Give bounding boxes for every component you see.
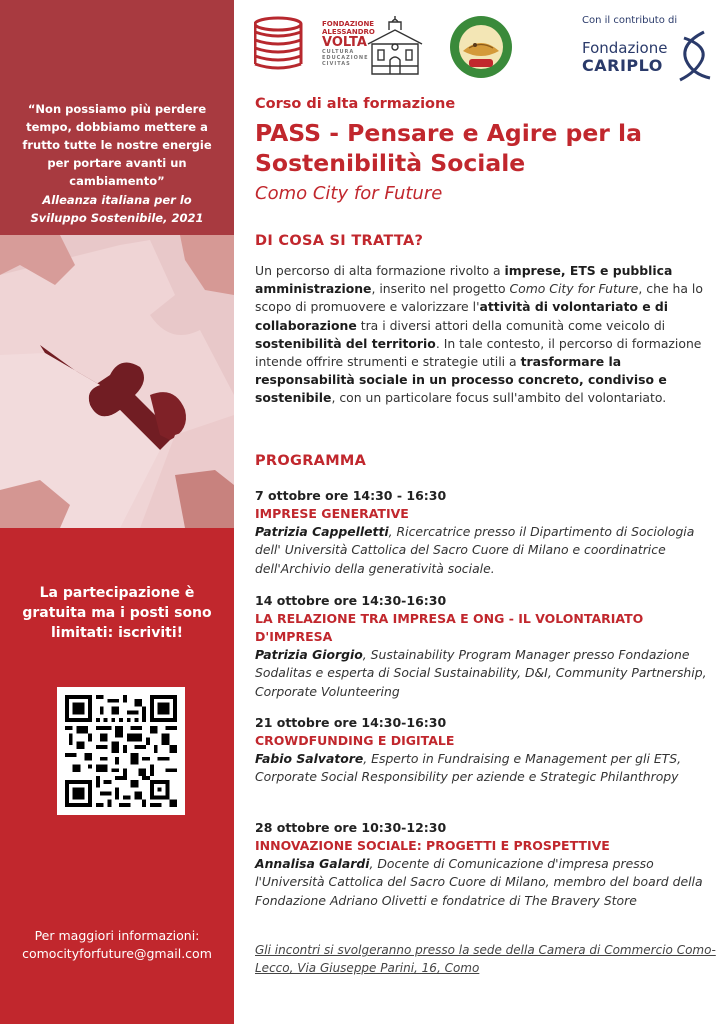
volta-logo: [254, 16, 375, 78]
cta-block: [0, 528, 234, 1024]
about-text-5: . In tale contesto, il percorso di formazione intende offrire strumenti e strategie utili a: [255, 335, 702, 370]
logo-bar: [234, 0, 724, 92]
about-bold-1: imprese, ETS e pubblica amministrazione: [255, 263, 673, 297]
course-label: Corso di alta formazione: [255, 96, 456, 112]
program-heading: PROGRAMMA: [255, 453, 367, 469]
event-speaker: Patrizia Giorgio: [255, 647, 363, 662]
event-speaker-bio: , Esperto in Fundraising e Management per gli ETS, Corporate Social Responsibility per aziende e Strategic Philanthropy: [255, 751, 682, 785]
event-speaker-bio: , Ricercatrice presso il Dipartimento di Sociologia dell' Università Cattolica del Sacro Cuore di Milano e coordinatrice dell'Archivio della generatività sociale.: [255, 524, 695, 576]
quote-text: “Non possiamo più perdere tempo, dobbiamo mettere a frutto tutte le nostre energie per portare avanti un cambiamento”: [22, 102, 212, 188]
contact-info: [0, 927, 234, 963]
contact-email[interactable]: comocityforfuture@gmail.com: [22, 946, 212, 961]
qr-code[interactable]: [57, 687, 185, 815]
venue-note: Gli incontri si svolgeranno presso la sede della Camera di Commercio Como-Lecco, Via Giuseppe Parini, 16, Como: [255, 943, 716, 975]
volta-stack-icon: [254, 16, 318, 74]
quote-source: Alleanza italiana per lo Sviluppo Sostenibile, 2021: [30, 193, 204, 225]
program-event: [255, 592, 720, 701]
church-logo: [364, 16, 426, 78]
event-date: 28 ottobre ore 10:30-12:30: [255, 820, 447, 835]
event-date: 21 ottobre ore 14:30-16:30: [255, 715, 447, 730]
cariplo-contribution-label: Con il contributo di: [582, 15, 678, 26]
cariplo-mark-icon: [674, 30, 714, 82]
cariplo-name: [582, 40, 667, 74]
quote-block: [0, 0, 234, 235]
cariplo-line2: CARIPLO: [582, 56, 663, 75]
about-text-6: , con un particolare focus sull'ambito del volontariato.: [331, 390, 667, 406]
banco-logo: [449, 15, 513, 79]
page-subtitle: Como City for Future: [255, 183, 443, 204]
volta-line4: CULTURA: [322, 49, 355, 55]
event-description: [255, 646, 720, 701]
event-date: 14 ottobre ore 14:30-16:30: [255, 593, 447, 608]
event-description: [255, 523, 720, 578]
event-speaker: Annalisa Galardi: [255, 856, 370, 871]
volta-line1: FONDAZIONE: [322, 20, 375, 28]
qr-code-icon: [65, 695, 177, 807]
about-text-1: Un percorso di alta formazione rivolto a: [255, 263, 505, 278]
program-event: [255, 819, 720, 910]
about-italic-1: Como City for Future: [509, 281, 639, 297]
event-description: [255, 855, 720, 910]
program-event: [255, 487, 720, 578]
event-speaker: Fabio Salvatore: [255, 751, 364, 766]
volta-line6: CIVITAS: [322, 61, 351, 67]
about-bold-3: sostenibilità del territorio: [255, 335, 436, 351]
page-title: PASS - Pensare e Agire per la Sostenibilità Sociale: [255, 119, 642, 177]
event-title: INNOVAZIONE SOCIALE: PROGETTI E PROSPETTIVE: [255, 838, 610, 853]
about-heading: DI COSA SI TRATTA?: [255, 233, 424, 249]
event-speaker: Patrizia Cappelletti: [255, 524, 389, 539]
event-speaker-bio: , Docente di Comunicazione d'impresa presso l'Università Cattolica del Sacro Cuore di Milano, membro del board della Fondazione Adriano Olivetti e fondatrice di The Bravery Store: [255, 856, 703, 908]
event-title: LA RELAZIONE TRA IMPRESA E ONG - IL VOLONTARIATO D'IMPRESA: [255, 611, 644, 644]
about-text-4: tra i diversi attori della comunità come veicolo di: [356, 317, 666, 333]
event-date: 7 ottobre ore 14:30 - 16:30: [255, 488, 447, 503]
church-icon: [364, 16, 426, 78]
event-title: IMPRESE GENERATIVE: [255, 506, 409, 521]
event-speaker-bio: , Sustainability Program Manager presso Fondazione Sodalitas e esperta di Social Sustainability, D&I, Community Partnership, Corporate Volunteering: [255, 647, 707, 699]
main-content: [234, 0, 724, 1024]
puzzle-photo: [0, 235, 234, 528]
about-text-2: , inserito nel progetto: [371, 281, 510, 297]
about-description: [255, 262, 715, 408]
volta-line5: EDUCAZIONE: [322, 55, 369, 61]
left-sidebar: [0, 0, 234, 1024]
cariplo-line1: Fondazione: [582, 39, 668, 57]
volta-line2: ALESSANDRO: [322, 28, 375, 36]
participation-text: La partecipazione è gratuita ma i posti sono limitati: iscriviti!: [22, 585, 212, 641]
about-text-3: , che ha lo scopo di promuovere e valorizzare l': [255, 281, 703, 315]
program-event: [255, 714, 720, 787]
about-bold-2: attività di volontariato e di collaborazione: [255, 299, 669, 333]
about-bold-4: trasformare la responsabilità sociale in un processo concreto, condiviso e sostenibile: [255, 354, 667, 406]
puzzle-illustration: [0, 235, 234, 528]
banco-solidarieta-icon: [449, 15, 513, 79]
volta-line3: VOLTA: [322, 35, 367, 50]
event-title: CROWDFUNDING E DIGITALE: [255, 733, 455, 748]
info-label: Per maggiori informazioni:: [34, 928, 200, 943]
event-description: [255, 750, 720, 787]
